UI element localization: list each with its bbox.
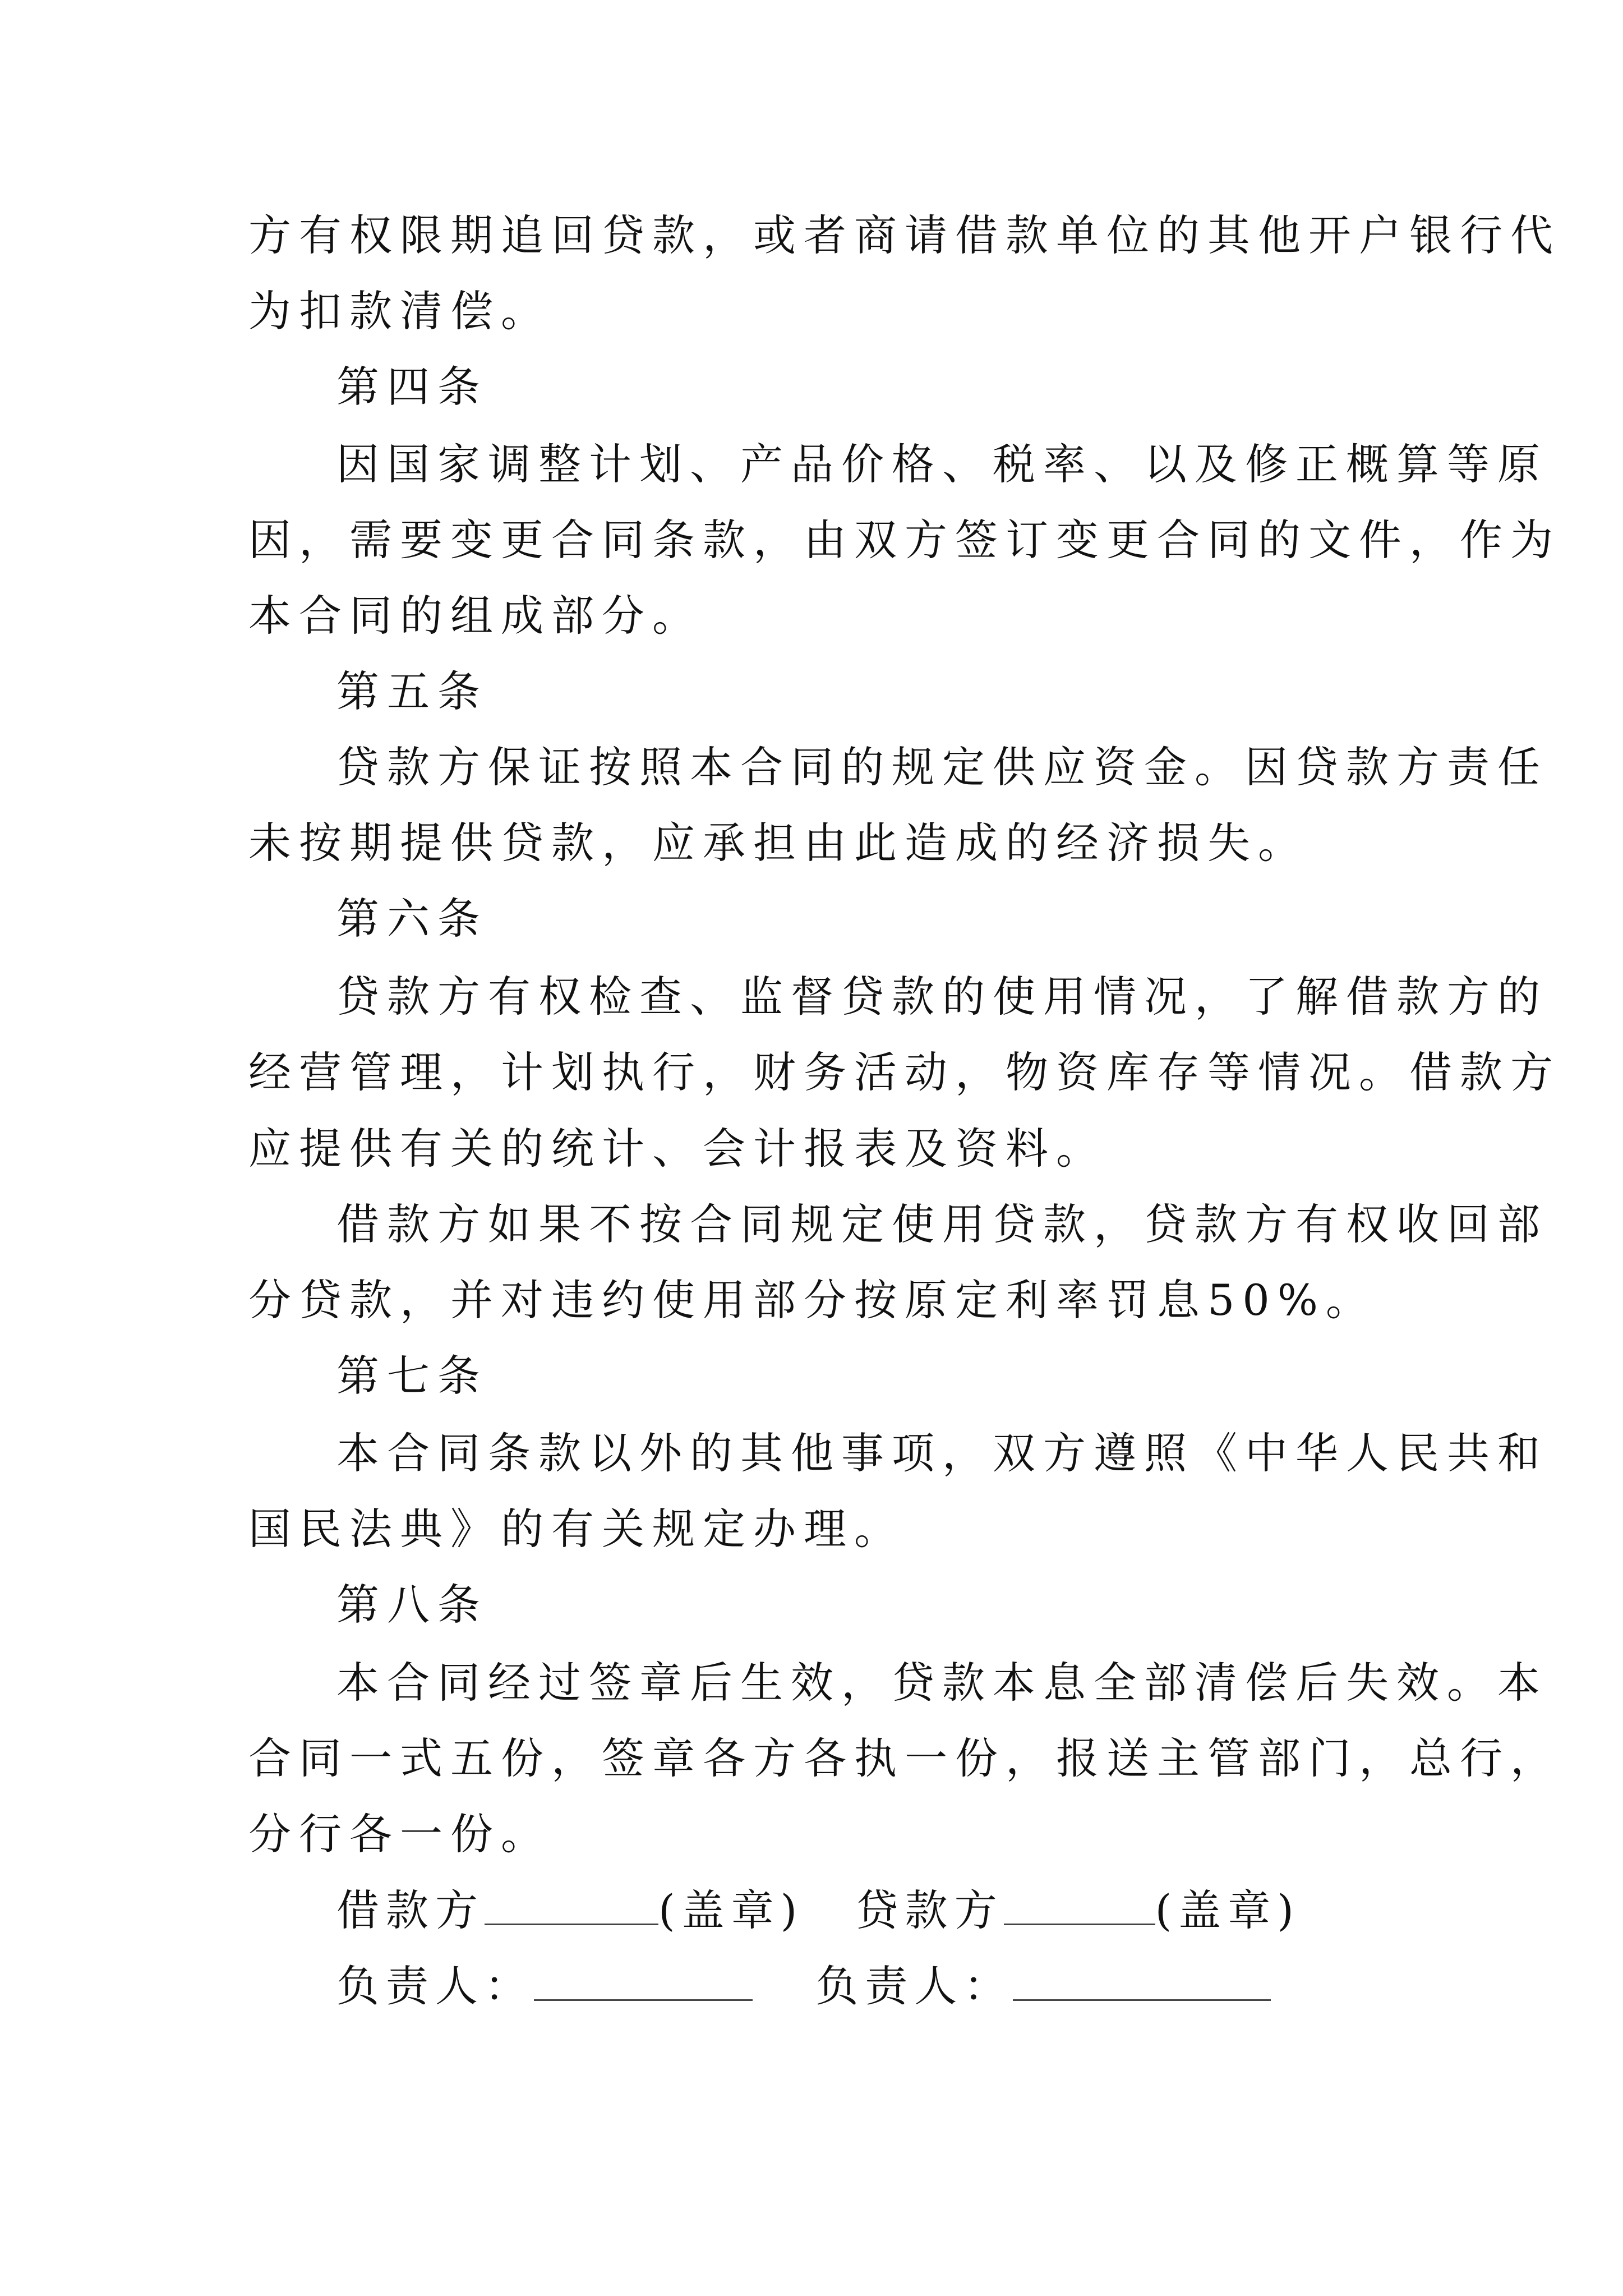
paragraph-line: 经营管理，计划执行，财务活动，物资库存等情况。借款方 [248,1047,1561,1097]
paragraph-line: 借款方如果不按合同规定使用贷款，贷款方有权收回部 [336,1199,1548,1249]
borrower-label: 借款方 [336,1885,485,1935]
paragraph-line: 本合同经过签章后生效，贷款本息全部清偿后失效。本 [336,1658,1548,1708]
paragraph-line: 应提供有关的统计、会计报表及资料。 [248,1124,1106,1174]
borrower-person-blank[interactable] [534,1962,753,2001]
signature-party-row [336,1883,1301,1939]
borrower-seal-label: (盖章) [658,1885,804,1935]
paragraph-line: 为扣款清偿。 [248,286,551,336]
paragraph-line: 本合同的组成部分。 [248,591,703,641]
lender-person-blank[interactable] [1013,1962,1271,2001]
article-heading: 第七条 [336,1351,488,1401]
article-heading: 第五条 [336,666,488,716]
borrower-person-label: 负责人： [336,1961,534,2011]
lender-label: 贷款方 [855,1885,1004,1935]
paragraph-line: 分行各一份。 [248,1809,551,1859]
paragraph-line: 因，需要变更合同条款，由双方签订变更合同的文件，作为 [248,515,1561,565]
article-heading: 第八条 [336,1580,488,1630]
article-heading: 第四条 [336,362,488,412]
lender-seal-label: (盖章) [1155,1885,1301,1935]
article-heading: 第六条 [336,894,488,944]
paragraph-line: 国民法典》的有关规定办理。 [248,1504,905,1554]
paragraph-line: 合同一式五份，签章各方各执一份，报送主管部门，总行， [248,1733,1561,1783]
paragraph-line: 方有权限期追回贷款，或者商请借款单位的其他开户银行代 [248,210,1561,260]
paragraph-line: 因国家调整计划、产品价格、税率、以及修正概算等原 [336,439,1548,489]
lender-signature-blank[interactable] [1004,1887,1155,1925]
paragraph-line: 贷款方保证按照本合同的规定供应资金。因贷款方责任 [336,742,1548,792]
paragraph-line: 本合同条款以外的其他事项，双方遵照《中华人民共和 [336,1428,1548,1478]
signature-person-row [336,1958,1271,2014]
paragraph-line: 贷款方有权检查、监督贷款的使用情况，了解借款方的 [336,972,1548,1022]
lender-person-label: 负责人： [815,1961,1013,2011]
borrower-signature-blank[interactable] [485,1887,658,1925]
paragraph-line: 分贷款，并对违约使用部分按原定利率罚息50%。 [248,1275,1376,1325]
paragraph-line: 未按期提供贷款，应承担由此造成的经济损失。 [248,818,1308,868]
